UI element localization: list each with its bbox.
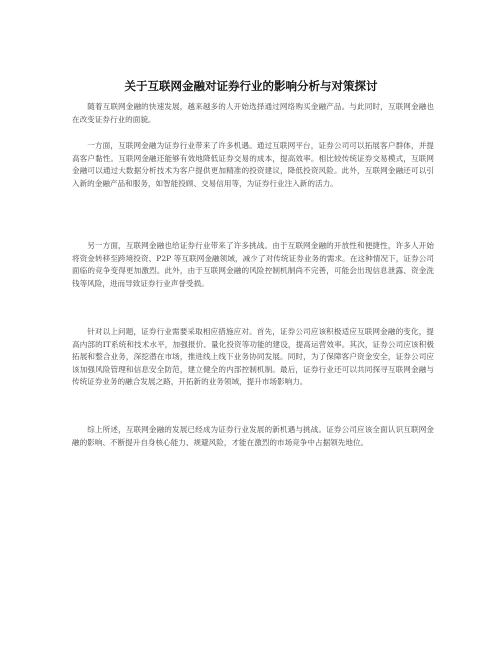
paragraph-conclusion: 综上所述，互联网金融的发展已经成为证券行业发展的新机遇与挑战。证券公司应该全面认识互联网金融的影响、不断提升自身核心能力、规避风险，才能在激烈的市场竞争中占据领先地位。 [72, 425, 434, 447]
paragraph-intro: 随着互联网金融的快速发展，越来越多的人开始选择通过网络购买金融产品。与此同时，互联网金融也在改变证券行业的面貌。 [72, 102, 434, 124]
document-title: 关于互联网金融对证券行业的影响分析与对策探讨 [124, 79, 378, 93]
paragraph-opportunities: 一方面，互联网金融为证券行业带来了许多机遇。通过互联网平台，证券公司可以拓展客户群体，并提高客户黏性。互联网金融还能够有效地降低证券交易的成本，提高效率。相比较传统证券交易模式，互联网金融可以通过大数据分析技术为客户提供更加精准的投资建议，降低投资风险。此外，互联网金融还可以引入新的金融产品和服务，如智能投顾、交易信用等，为证券行业注入新的活力。 [72, 141, 434, 188]
paragraph-challenges: 另一方面，互联网金融也给证券行业带来了许多挑战。由于互联网金融的开放性和便捷性，许多人开始将资金转移至跨境投资、P2P 等互联网金融领域，减少了对传统证券业务的需求。在这种情况下，证券公司面临的竞争变得更加激烈。此外，由于互联网金融的风险控制机制尚不完善，可能会出现信息泄露、资金洗钱等风险，进而导致证券行业声誉受损。 [72, 241, 434, 288]
paragraph-countermeasures: 针对以上问题，证券行业需要采取相应措施应对。首先，证券公司应该积极适应互联网金融的变化，提高内部的IT系统和技术水平，加强报价、量化投资等功能的建设，提高运营效率。其次，证券公司应该积极拓展和整合业务，深挖潜在市场，推进线上线下业务协同发展。同时，为了保障客户资金安全，证券公司应该加强风险管理和信息安全防范，建立健全的内部控制机制。最后，证券行业还可以共同探寻互联网金融与传统证券业务的融合发展之路，开拓新的业务领域，提升市场影响力。 [72, 327, 434, 387]
